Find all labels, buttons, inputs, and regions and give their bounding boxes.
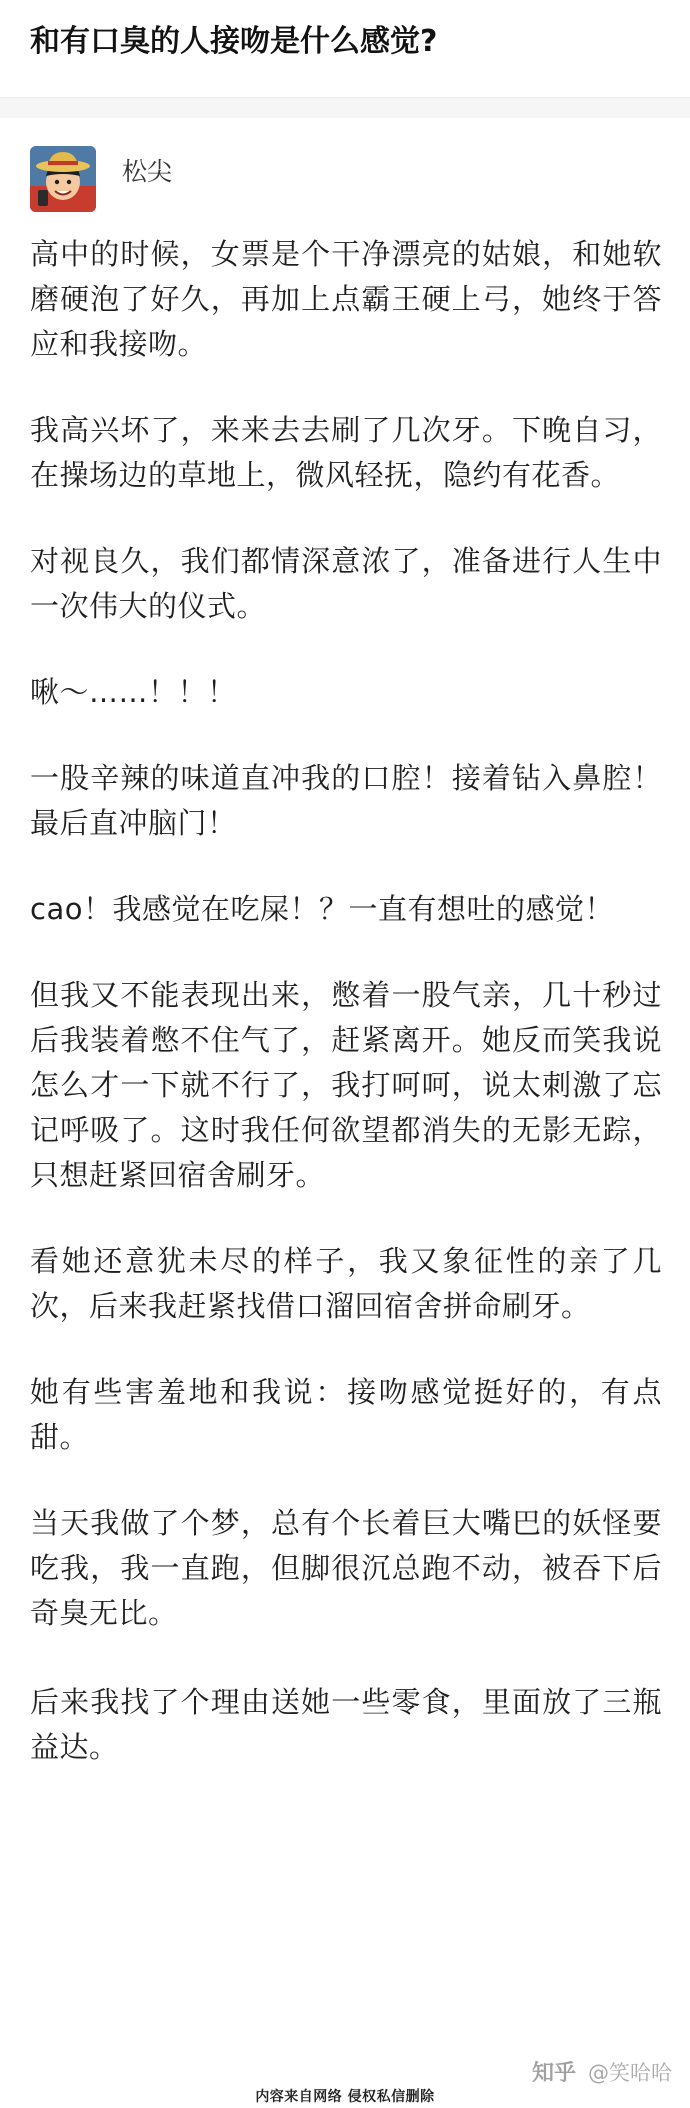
answer-content [30,232,662,1811]
paragraph: 我高兴坏了，来来去去刷了几次牙。下晚自习，在操场边的草地上，微风轻抚，隐约有花香。 [30,413,662,492]
straw-hat-avatar-icon [30,146,96,212]
paragraph: 啾～……！！！ [30,675,237,709]
disclaimer-note: 内容来自网络 侵权私信删除 [255,2089,435,2105]
paragraph: 对视良久，我们都情深意浓了，准备进行人生中一次伟大的仪式。 [30,544,662,623]
question-title[interactable]: 和有口臭的人接吻是什么感觉? [30,24,438,59]
paragraph: cao！我感觉在吃屎！？一直有想吐的感觉！ [30,892,614,926]
paragraph: 一股辛辣的味道直冲我的口腔！接着钻入鼻腔！最后直冲脑门！ [30,761,662,840]
paragraph: 当天我做了个梦，总有个长着巨大嘴巴的妖怪要吃我，我一直跑，但脚很沉总跑不动，被吞下后奇臭无比。 [30,1506,662,1630]
paragraph: 但我又不能表现出来，憋着一股气亲，几十秒过后我装着憋不住气了，赶紧离开。她反而笑我说怎么才一下就不行了，我打呵呵，说太刺激了忘记呼吸了。这时我任何欲望都消失的无影无踪，只想赶紧回宿舍刷牙。 [30,978,662,1192]
zhihu-watermark [532,2056,672,2087]
author-name[interactable]: 松尖 [122,157,173,186]
zhihu-logo: 知乎 [531,2061,576,2086]
question-header [0,0,690,98]
watermark-user: @笑哈哈 [588,2060,672,2085]
paragraph: 看她还意犹未尽的样子，我又象征性的亲了几次，后来我赶紧找借口溜回宿舍拼命刷牙。 [30,1244,662,1323]
paragraph: 她有些害羞地和我说：接吻感觉挺好的，有点甜。 [30,1375,662,1454]
paragraph: 高中的时候，女票是个干净漂亮的姑娘，和她软磨硬泡了好久，再加上点霸王硬上弓，她终于答应和我接吻。 [30,237,662,361]
header-divider [0,98,690,118]
author-info [30,143,172,215]
avatar[interactable] [30,146,96,212]
paragraph: 后来我找了个理由送她一些零食，里面放了三瓶益达。 [30,1685,662,1764]
